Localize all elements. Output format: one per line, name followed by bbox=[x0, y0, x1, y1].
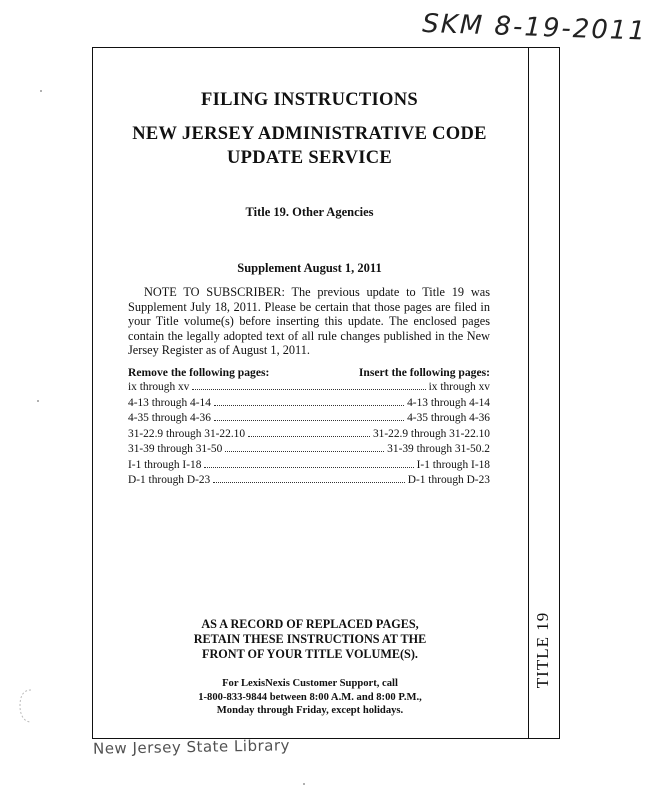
insert-cell: I-1 through I-18 bbox=[416, 458, 490, 471]
table-header bbox=[128, 366, 490, 379]
table-row bbox=[128, 380, 490, 396]
record-line: RETAIN THESE INSTRUCTIONS AT THE bbox=[193, 632, 427, 646]
dot-leader bbox=[248, 436, 370, 437]
support-phone-line: 1-800-833-9844 between 8:00 A.M. and 8:00 P.M., bbox=[198, 691, 422, 703]
record-line: FRONT OF YOUR TITLE VOLUME(S). bbox=[202, 647, 418, 661]
table-row bbox=[128, 458, 490, 474]
code-title: NEW JERSEY ADMINISTRATIVE CODE bbox=[132, 124, 487, 144]
customer-support-notice bbox=[120, 677, 500, 718]
insert-cell: 31-39 through 31-50.2 bbox=[387, 443, 490, 455]
handwritten-annotation: SKM 8-19-2011 bbox=[421, 8, 647, 47]
note-to-subscriber: NOTE TO SUBSCRIBER: The previous update to Title 19 was Supplement July 18, 2011. Please be certain that those pages are filed in your Title volume(s) before inserting this update. The enclosed pages contain the legally adopted text of all rule changes published in the New Jersey Register as of August 1, 2011. bbox=[128, 285, 490, 357]
dot-leader bbox=[192, 389, 425, 390]
table-row bbox=[128, 427, 490, 443]
insert-header: Insert the following pages: bbox=[358, 366, 490, 379]
table-row bbox=[128, 411, 490, 427]
remove-cell: 4-13 through 4-14 bbox=[128, 396, 211, 409]
dot-leader bbox=[214, 420, 404, 421]
service-title: UPDATE SERVICE bbox=[226, 148, 393, 168]
scan-speck bbox=[37, 400, 39, 402]
remove-cell: D-1 through D-23 bbox=[128, 474, 211, 486]
page-table bbox=[128, 380, 490, 489]
table-row bbox=[128, 473, 490, 489]
spine-label-text: TITLE 19 bbox=[533, 611, 553, 689]
table-row bbox=[128, 396, 490, 412]
remove-header: Remove the following pages: bbox=[128, 366, 270, 379]
remove-cell: ix through xv bbox=[128, 381, 190, 393]
table-row bbox=[128, 442, 490, 458]
dot-leader bbox=[214, 405, 404, 406]
remove-cell: I-1 through I-18 bbox=[128, 458, 202, 471]
binder-hole-icon bbox=[18, 688, 44, 724]
dot-leader bbox=[213, 482, 404, 483]
remove-cell: 4-35 through 4-36 bbox=[128, 412, 211, 424]
scan-speck bbox=[40, 90, 42, 92]
insert-cell: D-1 through D-23 bbox=[407, 474, 490, 486]
support-hours-line: Monday through Friday, except holidays. bbox=[216, 705, 404, 716]
scan-speck bbox=[303, 783, 305, 785]
remove-cell: 31-22.9 through 31-22.10 bbox=[128, 427, 246, 440]
record-line: AS A RECORD OF REPLACED PAGES, bbox=[201, 617, 419, 631]
insert-cell: ix through xv bbox=[428, 381, 490, 393]
supplement-date: Supplement August 1, 2011 bbox=[237, 261, 382, 275]
dot-leader bbox=[225, 451, 384, 452]
support-line: For LexisNexis Customer Support, call bbox=[222, 678, 398, 689]
library-stamp: New Jersey State Library bbox=[92, 736, 291, 758]
insert-cell: 4-13 through 4-14 bbox=[407, 396, 490, 409]
record-notice bbox=[120, 617, 500, 662]
insert-cell: 4-35 through 4-36 bbox=[407, 412, 490, 424]
title-subtitle: Title 19. Other Agencies bbox=[245, 205, 374, 219]
document-title: FILING INSTRUCTIONS bbox=[201, 90, 418, 110]
insert-cell: 31-22.9 through 31-22.10 bbox=[372, 427, 490, 440]
spine-label bbox=[527, 600, 559, 700]
dot-leader bbox=[204, 467, 413, 468]
remove-cell: 31-39 through 31-50 bbox=[128, 443, 223, 455]
